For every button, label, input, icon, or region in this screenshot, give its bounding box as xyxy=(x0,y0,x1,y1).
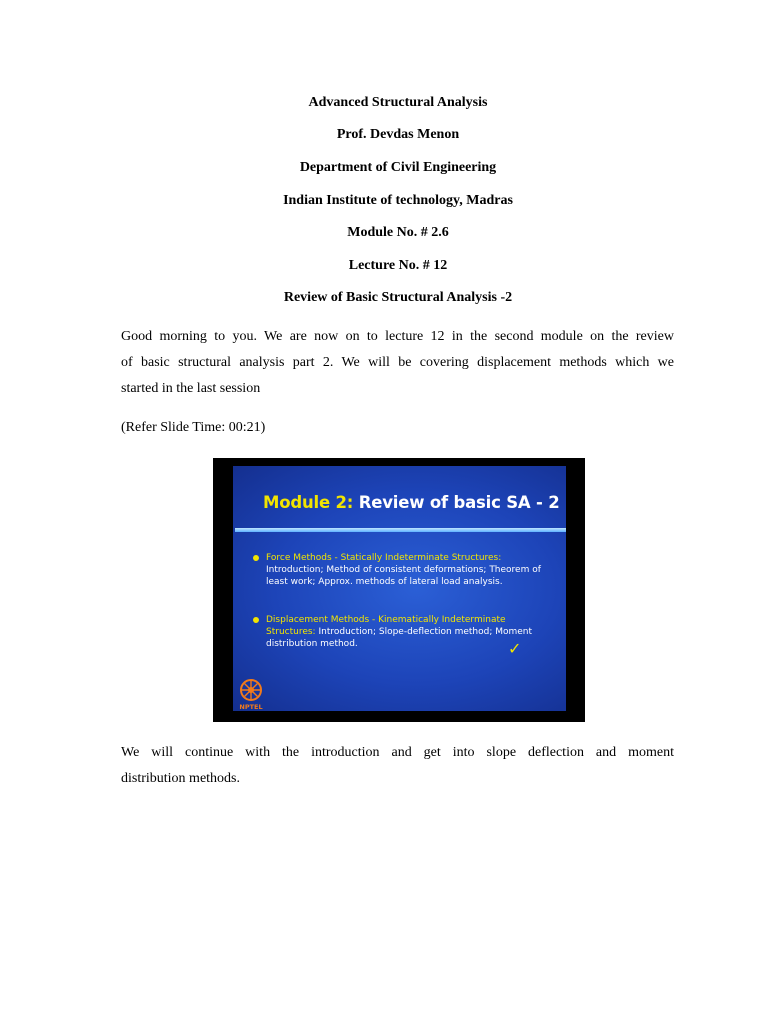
closing-line-1: We will continue with the introduction and get into slope deflection and moment xyxy=(121,745,674,760)
intro-line-2: of basic structural analysis part 2. We will be covering displacement methods which we xyxy=(121,355,674,370)
lecture-topic: Review of Basic Structural Analysis -2 xyxy=(283,290,513,305)
bullet-body: Introduction; Method of consistent deformations; Theorem of least work; Approx. methods of lateral load analysis. xyxy=(266,565,541,587)
lecture-number: Lecture No. # 12 xyxy=(348,258,448,273)
slide-screenshot xyxy=(213,458,585,722)
bullet-body: Introduction; Slope-deflection method; Moment distribution method. xyxy=(266,627,533,649)
slide-title-rest: Review of basic SA - 2 xyxy=(353,493,560,512)
closing-paragraph xyxy=(121,740,674,792)
intro-line-1: Good morning to you. We are now on to lecture 12 in the second module on the review xyxy=(121,329,674,344)
course-title: Advanced Structural Analysis xyxy=(308,95,488,110)
slide-divider xyxy=(235,528,566,532)
module-number: Module No. # 2.6 xyxy=(347,225,449,240)
intro-paragraph xyxy=(121,324,674,402)
institute-name: Indian Institute of technology, Madras xyxy=(283,193,513,208)
checkmark-icon: ✓ xyxy=(508,639,522,658)
closing-line-2: distribution methods. xyxy=(121,771,240,786)
slide-title xyxy=(263,493,560,512)
bullet-dot-icon xyxy=(253,555,259,561)
bullet-heading: Displacement Methods - Kinematically Indeterminate Structures: xyxy=(266,615,506,637)
slide-canvas xyxy=(233,466,566,711)
bullet-dot-icon xyxy=(253,617,259,623)
intro-line-3: started in the last session xyxy=(121,381,261,396)
bullet-heading: Force Methods - Statically Indeterminate Structures: xyxy=(266,553,502,563)
nptel-logo-text: NPTEL xyxy=(239,703,263,711)
slide-reference: (Refer Slide Time: 00:21) xyxy=(121,420,266,435)
professor-name: Prof. Devdas Menon xyxy=(336,127,460,142)
department-name: Department of Civil Engineering xyxy=(299,160,497,175)
nptel-logo xyxy=(237,678,265,711)
slide-bullet-force-methods xyxy=(253,552,553,588)
slide-title-accent: Module 2: xyxy=(263,493,354,512)
